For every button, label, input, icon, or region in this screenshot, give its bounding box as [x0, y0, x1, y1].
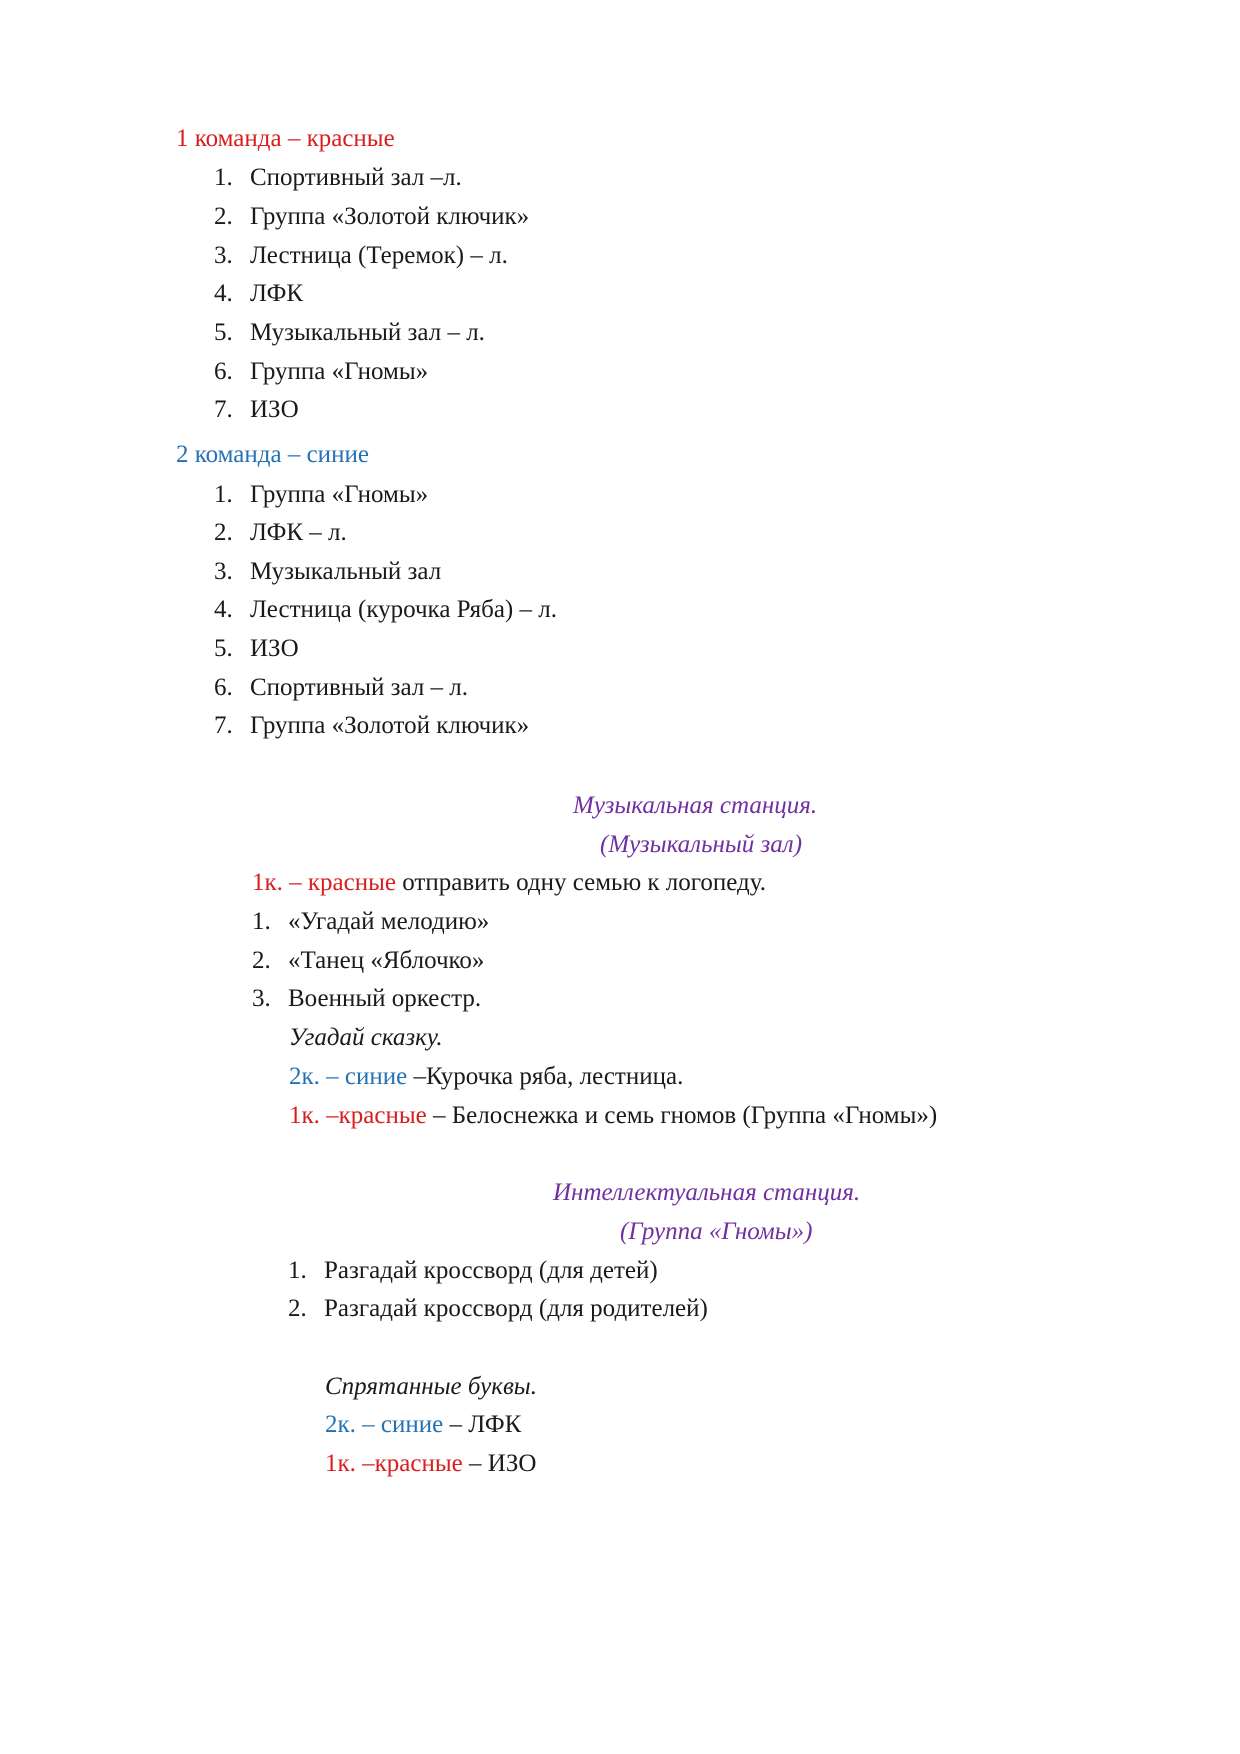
list-text: «Угадай мелодию» — [288, 908, 490, 935]
list-item — [214, 634, 299, 664]
list-number: 7. — [214, 396, 233, 423]
list-text: Разгадай кроссворд (для родителей) — [324, 1295, 708, 1322]
list-text: Музыкальный зал – л. — [250, 319, 485, 346]
list-number: 2. — [214, 519, 233, 546]
music-station-note — [252, 868, 766, 898]
list-number: 3. — [252, 985, 271, 1012]
team-label-blue: 2к. – синие — [325, 1411, 444, 1438]
list-number: 1. — [214, 164, 233, 191]
list-text: ЛФК – л. — [250, 519, 347, 546]
list-number: 1. — [214, 481, 233, 508]
list-item — [252, 946, 484, 976]
list-item — [214, 480, 428, 510]
list-number: 2. — [288, 1295, 307, 1322]
list-number: 6. — [214, 358, 233, 385]
answer-text: – ИЗО — [462, 1450, 537, 1477]
list-text: Спортивный зал – л. — [250, 674, 469, 701]
list-text: Группа «Гномы» — [250, 358, 429, 385]
list-text: Группа «Гномы» — [250, 481, 429, 508]
team-label-blue: 2к. – синие — [289, 1063, 408, 1090]
list-text: ЛФК — [250, 280, 304, 307]
list-item — [252, 984, 481, 1014]
music-task-title: Угадай сказку. — [289, 1024, 443, 1051]
intellect-station-subtitle: (Группа «Гномы») — [620, 1218, 813, 1245]
answer-text: – Белоснежка и семь гномов (Группа «Гномы») — [426, 1102, 938, 1129]
list-item — [214, 318, 485, 348]
list-text: Группа «Золотой ключик» — [250, 203, 530, 230]
intellect-answer-red — [325, 1449, 536, 1479]
list-number: 4. — [214, 280, 233, 307]
music-answer-red — [289, 1101, 937, 1131]
list-number: 4. — [214, 596, 233, 623]
list-item — [214, 595, 557, 625]
music-answer-blue — [289, 1062, 683, 1092]
list-item — [214, 673, 468, 703]
intellect-task-title: Спрятанные буквы. — [325, 1373, 537, 1400]
list-item — [252, 907, 489, 937]
list-item — [214, 163, 462, 193]
list-text: ИЗО — [250, 396, 299, 423]
list-text: «Танец «Яблочко» — [288, 947, 485, 974]
team1-heading: 1 команда – красные — [176, 125, 395, 152]
list-number: 5. — [214, 319, 233, 346]
list-item — [214, 395, 299, 425]
list-number: 3. — [214, 558, 233, 585]
list-number: 7. — [214, 712, 233, 739]
note-text: отправить одну семью к логопеду. — [396, 869, 766, 896]
team2-heading: 2 команда – синие — [176, 441, 369, 468]
list-text: Военный оркестр. — [288, 985, 482, 1012]
list-number: 6. — [214, 674, 233, 701]
list-number: 1. — [288, 1257, 307, 1284]
list-item — [288, 1256, 658, 1286]
list-text: Лестница (Теремок) – л. — [250, 242, 508, 269]
music-station-title: Музыкальная станция. — [573, 792, 818, 819]
list-text: Разгадай кроссворд (для детей) — [324, 1257, 658, 1284]
list-item — [214, 202, 529, 232]
list-number: 2. — [252, 947, 271, 974]
team-label-red: 1к. – красные — [252, 869, 397, 896]
list-text: ИЗО — [250, 635, 299, 662]
list-item — [288, 1294, 708, 1324]
team-label-red: 1к. –красные — [325, 1450, 463, 1477]
list-item — [214, 518, 347, 548]
intellect-station-title: Интеллектуальная станция. — [553, 1179, 861, 1206]
team-label-red: 1к. –красные — [289, 1102, 427, 1129]
list-text: Музыкальный зал — [250, 558, 442, 585]
music-station-subtitle: (Музыкальный зал) — [600, 831, 803, 858]
list-item — [214, 711, 529, 741]
list-number: 5. — [214, 635, 233, 662]
answer-text: –Курочка ряба, лестница. — [407, 1063, 684, 1090]
list-item — [214, 557, 441, 587]
answer-text: – ЛФК — [443, 1411, 522, 1438]
list-text: Спортивный зал –л. — [250, 164, 462, 191]
list-number: 1. — [252, 908, 271, 935]
list-number: 2. — [214, 203, 233, 230]
list-item — [214, 279, 303, 309]
list-text: Лестница (курочка Ряба) – л. — [250, 596, 557, 623]
list-text: Группа «Золотой ключик» — [250, 712, 530, 739]
intellect-answer-blue — [325, 1410, 521, 1440]
list-number: 3. — [214, 242, 233, 269]
list-item — [214, 241, 508, 271]
list-item — [214, 357, 428, 387]
